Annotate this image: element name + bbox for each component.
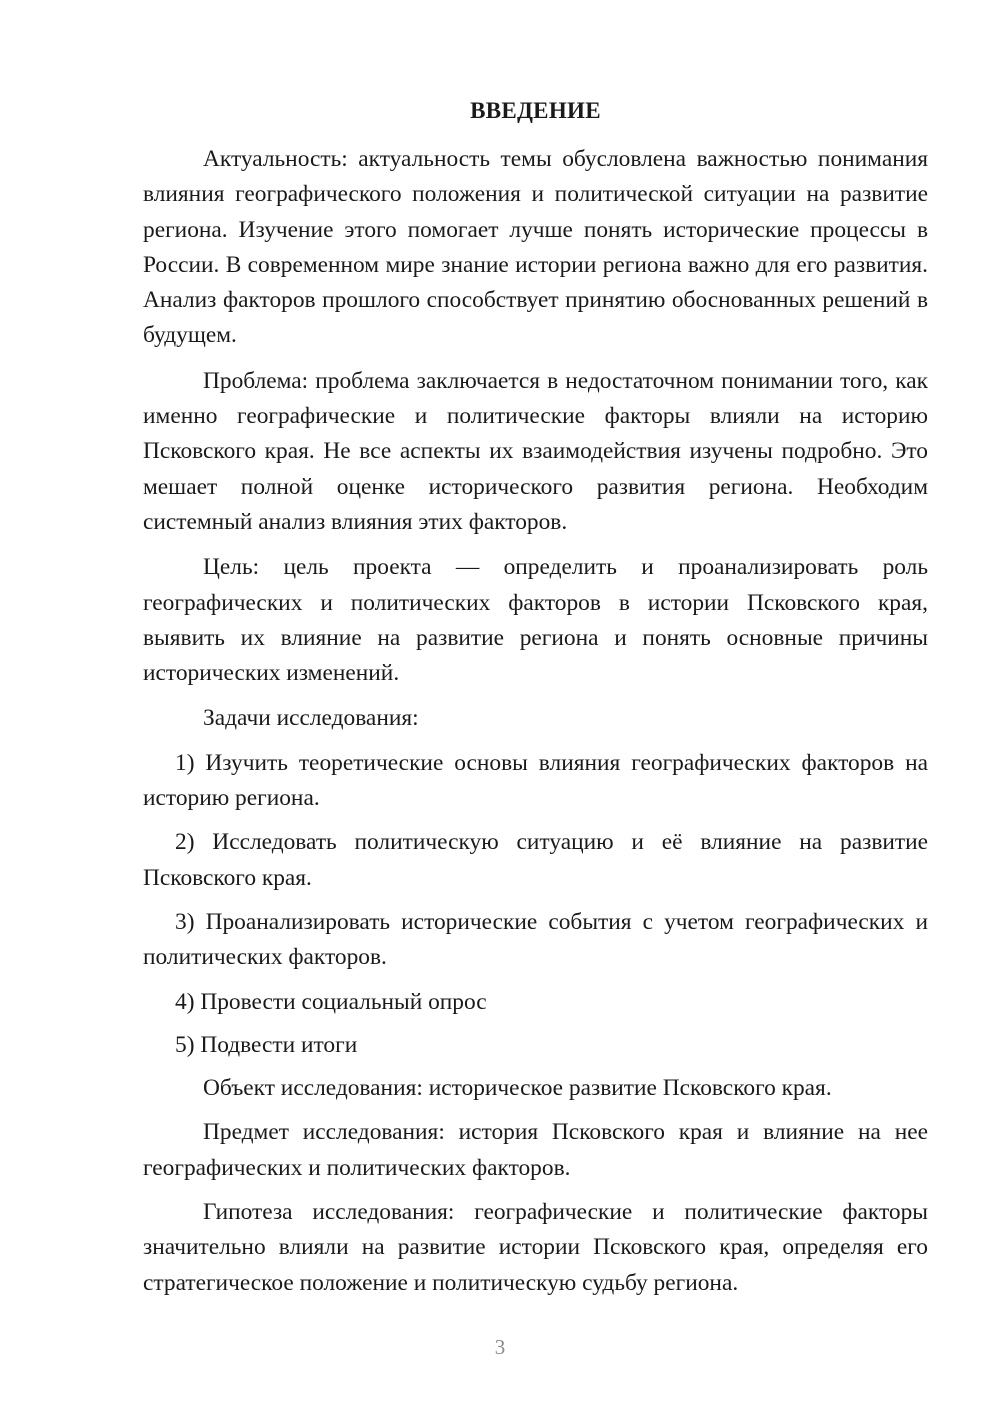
- list-item: 4) Провести социальный опрос: [175, 988, 487, 1015]
- paragraph-goal: Цель: цель проекта — определить и проанализировать роль географических и политических факторов в истории Псковского края, выявить их влияние на развитие региона и понять основные причины исторических изменений.: [143, 554, 928, 687]
- list-item: 3) Проанализировать исторические события с учетом географических и политических факторов.: [143, 908, 928, 971]
- paragraph-subject: Предмет исследования: история Псковского края и влияние на нее географических и политических факторов.: [143, 1119, 928, 1181]
- paragraph-relevance: Актуальность: актуальность темы обусловлена важностью понимания влияния географического положения и политической ситуации на развитие региона. Изучение этого помогает лучше понять исторические процессы в России. В современном мире знание истории региона важно для его развития. Анализ факторов прошлого способствует принятию обоснованных решений в будущем.: [143, 146, 928, 349]
- document-body: [143, 142, 928, 1301]
- paragraph-tasks-title: Задачи исследования:: [203, 705, 419, 732]
- list-item: 5) Подвести итоги: [175, 1031, 358, 1058]
- paragraph-object: Объект исследования: историческое развитие Псковского края.: [203, 1075, 832, 1102]
- paragraph-hypothesis: Гипотеза исследования: географические и политические факторы значительно влияли на развитие истории Псковского края, определяя его стратегическое положение и политическую судьбу региона.: [143, 1199, 928, 1296]
- page-number: 3: [494, 1335, 506, 1359]
- list-item: 2) Исследовать политическую ситуацию и её влияние на развитие Псковского края.: [143, 829, 928, 891]
- list-item: 1) Изучить теоретические основы влияния географических факторов на историю региона.: [143, 749, 928, 812]
- page-title: ВВЕДЕНИЕ: [470, 98, 601, 123]
- paragraph-problem: Проблема: проблема заключается в недостаточном понимании того, как именно географические и политические факторы влияли на историю Псковского края. Не все аспекты их взаимодействия изучены подробно. Это мешает полной оценке исторического развития региона. Необходим системный анализ влияния этих факторов.: [143, 367, 928, 535]
